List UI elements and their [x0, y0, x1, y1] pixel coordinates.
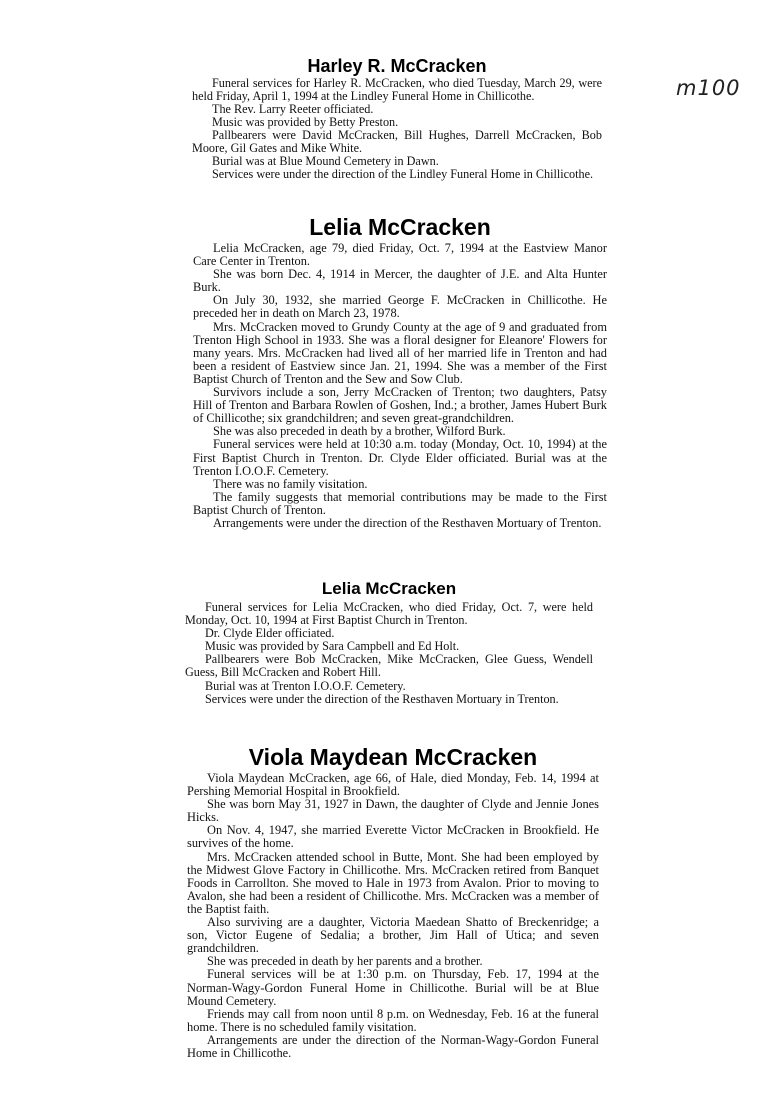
paragraph: Dr. Clyde Elder officiated.	[205, 626, 335, 641]
paragraph: She was preceded in death by her parents and a brother.	[207, 954, 483, 969]
obituary-viola	[187, 742, 599, 1060]
obituary-title: Lelia McCracken	[309, 214, 491, 240]
paragraph: The Rev. Larry Reeter officiated.	[212, 102, 374, 116]
paragraph: Mrs. McCracken moved to Grundy County at the age of 9 and graduated from Trenton High School in 1933. She was a floral designer for Eleanore' Flowers for many years. Mrs. McCracken had lived all of her married life in Trenton and had been a resident of Eastview since Jan. 21, 1994. She was a member of the First Baptist Church of Trenton and the Sew and Sow Club.	[193, 319, 607, 386]
paragraph: Pallbearers were Bob McCracken, Mike McCracken, Glee Guess, Wendell Guess, Bill McCracken and Robert Hill.	[185, 652, 593, 680]
paragraph: Burial was at Trenton I.O.O.F. Cemetery.	[205, 678, 406, 693]
paragraph: Services were under the direction of the Lindley Funeral Home in Chillicothe.	[212, 167, 594, 181]
paragraph: Funeral services were held at 10:30 a.m. today (Monday, Oct. 10, 1994) at the First Baptist Church in Trenton. Dr. Clyde Elder officiated. Burial was at the Trenton I.O.O.F. Cemetery.	[193, 437, 607, 478]
paragraph: Funeral services for Harley R. McCracken, who died Tuesday, March 29, were held Friday, April 1, 1994 at the Lindley Funeral Home in Chillicothe.	[192, 76, 602, 103]
paragraph: Lelia McCracken, age 79, died Friday, Oct. 7, 1994 at the Eastview Manor Care Center in Trenton.	[193, 241, 607, 269]
paragraph: Arrangements were under the direction of the Resthaven Mortuary of Trenton.	[213, 515, 602, 530]
paragraph: Also surviving are a daughter, Victoria Maedean Shatto of Breckenridge; a son, Victor Eugene of Sedalia; a brother, Jim Hall of Utica; and seven grandchildren.	[187, 915, 599, 956]
obituary-title: Harley R. McCracken	[307, 56, 487, 76]
paragraph: The family suggests that memorial contributions may be made to the First Baptist Church of Trenton.	[193, 489, 607, 517]
paragraph: Survivors include a son, Jerry McCracken of Trenton; two daughters, Patsy Hill of Trenton and Barbara Rowlen of Goshen, Ind.; a brother, James Hubert Burk of Chillicothe; six grandchildren; and seven great-grandchildren.	[193, 385, 607, 426]
paragraph: Services were under the direction of the Resthaven Mortuary in Trenton.	[205, 691, 559, 706]
paragraph: Arrangements are under the direction of the Norman-Wagy-Gordon Funeral Home in Chillicothe.	[187, 1032, 599, 1060]
paragraph: Funeral services will be at 1:30 p.m. on Thursday, Feb. 17, 1994 at the Norman-Wagy-Gordon Funeral Home in Chillicothe. Burial will be at Blue Mound Cemetery.	[187, 967, 599, 1008]
paragraph: Music was provided by Sara Campbell and Ed Holt.	[205, 639, 460, 654]
obituary-harley	[192, 55, 602, 181]
obituary-title: Lelia McCracken	[321, 579, 457, 598]
paragraph: She was also preceded in death by a brother, Wilford Burk.	[213, 424, 506, 439]
paragraph: Funeral services for Lelia McCracken, who died Friday, Oct. 7, were held Monday, Oct. 10, 1994 at First Baptist Church in Trenton.	[185, 600, 593, 628]
paragraph: Mrs. McCracken attended school in Butte, Mont. She had been employed by the Midwest Glove Factory in Chillicothe. Mrs. McCracken retired from Banquet Foods in Carrollton. She moved to Hale in 1973 from Avalon. Prior to moving to Avalon, she had been a resident of Chillicothe. Mrs. McCracken was a member of the Baptist faith.	[187, 849, 599, 916]
paragraph: She was born May 31, 1927 in Dawn, the daughter of Clyde and Jennie Jones Hicks.	[187, 797, 599, 825]
paragraph: Viola Maydean McCracken, age 66, of Hale, died Monday, Feb. 14, 1994 at Pershing Memorial Hospital in Brookfield.	[187, 771, 599, 799]
obituary-title: Viola Maydean McCracken	[248, 744, 538, 770]
paragraph: She was born Dec. 4, 1914 in Mercer, the daughter of J.E. and Alta Hunter Burk.	[193, 267, 607, 295]
paragraph: Pallbearers were David McCracken, Bill Hughes, Darrell McCracken, Bob Moore, Gil Gates and Mike White.	[192, 128, 602, 155]
paragraph: Friends may call from noon until 8 p.m. on Wednesday, Feb. 16 at the funeral home. There is no scheduled family visitation.	[187, 1006, 599, 1034]
handwritten-note: m100	[676, 76, 741, 100]
paragraph: On July 30, 1932, she married George F. McCracken in Chillicothe. He preceded her in death on March 23, 1978.	[193, 293, 607, 321]
paragraph: Music was provided by Betty Preston.	[212, 115, 399, 129]
obituary-lelia	[193, 213, 607, 530]
obituary-lelia-services	[185, 577, 593, 706]
paragraph: On Nov. 4, 1947, she married Everette Victor McCracken in Brookfield. He survives of the home.	[187, 823, 599, 851]
paragraph: Burial was at Blue Mound Cemetery in Dawn.	[212, 154, 439, 168]
paragraph: There was no family visitation.	[213, 476, 368, 491]
